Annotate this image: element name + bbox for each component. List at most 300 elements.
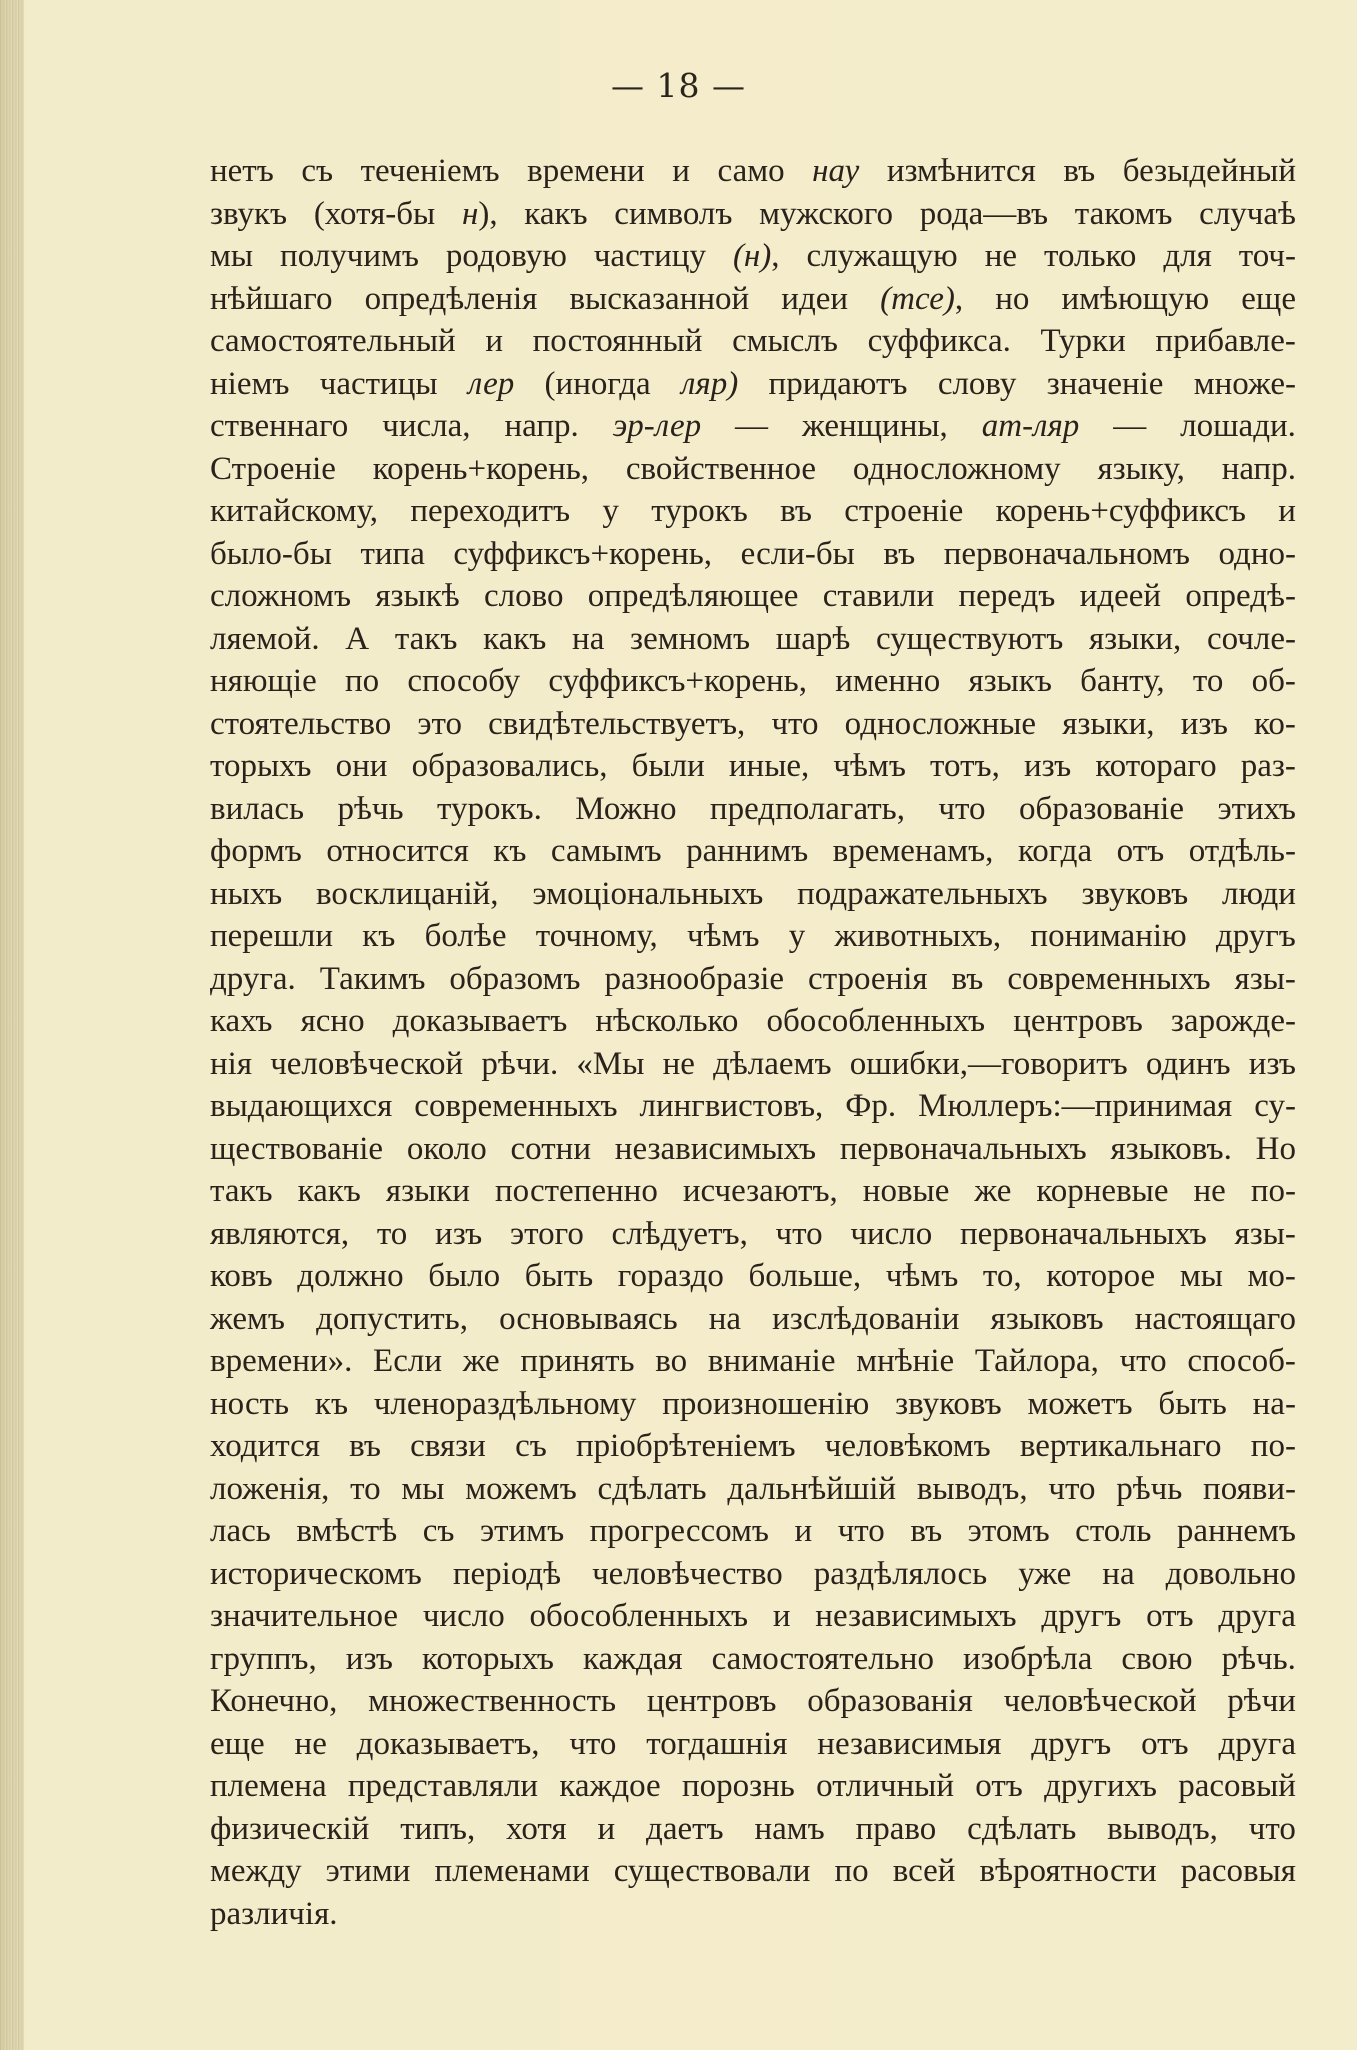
word: образовались, — [411, 748, 608, 784]
word: турокъ. — [437, 790, 542, 827]
word: вѣроятности — [979, 1853, 1157, 1889]
word: они — [335, 748, 388, 784]
word: столь — [1075, 1513, 1152, 1549]
word: независимыя — [817, 1725, 1002, 1762]
word: Строеніе — [210, 450, 336, 487]
word: звуковъ — [895, 1385, 1002, 1422]
word: центровъ — [646, 1683, 777, 1719]
word: множественность — [368, 1683, 617, 1719]
word: одинъ — [1145, 1045, 1231, 1082]
word: Такимъ — [319, 960, 426, 997]
word: безыдейный — [1122, 153, 1296, 189]
word: образованіе — [1018, 790, 1184, 827]
word: на — [572, 620, 605, 657]
word: быть — [524, 1258, 594, 1294]
word: болѣе — [424, 918, 507, 954]
word: что — [569, 1725, 617, 1762]
word: частицы — [319, 365, 438, 402]
word: сотни — [510, 1130, 591, 1167]
text-line — [210, 1765, 1296, 1808]
word: другъ — [1031, 1725, 1112, 1762]
word: какъ — [524, 195, 588, 232]
word: лер — [467, 365, 515, 402]
word: язы- — [1234, 960, 1296, 997]
word: суффиксъ+корень, — [453, 535, 713, 572]
word: и — [597, 1810, 616, 1847]
word: только — [1043, 238, 1137, 274]
word: рѣчи. — [481, 1045, 559, 1082]
word: нетъ — [210, 153, 274, 189]
word: друга. — [210, 960, 296, 997]
word: ко- — [1254, 705, 1296, 742]
text-line — [210, 363, 1296, 406]
word: можемъ — [465, 1470, 577, 1507]
word: отъ — [1141, 1725, 1189, 1762]
word: образомъ — [449, 960, 581, 997]
text-line — [210, 448, 1296, 491]
word: гораздо — [617, 1258, 724, 1294]
word: группъ, — [210, 1640, 317, 1677]
word: этимъ — [479, 1513, 565, 1549]
text-line — [210, 1000, 1296, 1043]
word: вниманіе — [707, 1343, 836, 1379]
word: строенія — [808, 960, 928, 997]
word: физическій — [210, 1810, 370, 1847]
word: отъ — [975, 1768, 1023, 1804]
text-line — [210, 958, 1296, 1001]
word: вертикальнаго — [1019, 1428, 1222, 1464]
word: по — [344, 663, 380, 699]
word: ошибки,—говоритъ — [849, 1045, 1128, 1082]
word: рода—въ — [919, 195, 1049, 232]
word: люди — [1222, 875, 1296, 912]
word: изъ — [1023, 748, 1072, 784]
word: которое — [1046, 1258, 1156, 1294]
text-line — [210, 703, 1296, 746]
word: существуютъ — [875, 620, 1064, 657]
word: не — [294, 1725, 327, 1762]
word: число — [422, 1598, 505, 1634]
word: перешли — [210, 918, 333, 954]
word: языку, — [1097, 450, 1185, 487]
word: въ — [349, 1428, 381, 1464]
word: на — [1102, 1555, 1135, 1592]
word: этого — [509, 1215, 584, 1252]
word: къ — [314, 1385, 349, 1422]
word: къ — [493, 833, 527, 869]
word: являются, — [210, 1215, 350, 1252]
word: котораго — [1095, 748, 1217, 784]
text-line — [210, 1043, 1296, 1086]
word: по- — [1250, 1428, 1296, 1464]
word: восклицаній, — [316, 875, 499, 912]
word: получимъ — [280, 238, 419, 274]
word: односложные — [844, 705, 1037, 742]
word: подражательныхъ — [797, 875, 1048, 912]
word: и — [672, 153, 690, 189]
word: основываясь — [499, 1300, 678, 1337]
text-line — [210, 618, 1296, 661]
word: каждое — [559, 1768, 661, 1804]
text-line — [210, 1723, 1296, 1766]
word: что — [1248, 1810, 1296, 1847]
text-line — [210, 1510, 1296, 1553]
word: мы — [1179, 1258, 1223, 1294]
word: друга — [1218, 1598, 1296, 1634]
word: племена — [210, 1768, 327, 1804]
word: въ — [910, 1513, 943, 1549]
word: высказанной — [569, 280, 750, 317]
word: языки, — [1088, 620, 1182, 657]
text-line — [210, 1340, 1296, 1383]
word: независимыхъ — [614, 1130, 817, 1167]
text-line — [210, 1468, 1296, 1511]
word: идеи — [781, 280, 849, 317]
word: настоящаго — [1134, 1300, 1296, 1337]
word: именно — [835, 663, 941, 699]
word: слову — [937, 365, 1017, 402]
word: ковъ — [210, 1258, 273, 1294]
text-line — [210, 1850, 1296, 1893]
word: н), — [461, 195, 498, 232]
word: допустить, — [316, 1300, 468, 1337]
word: мнѣніе — [856, 1343, 955, 1379]
word: прибавле- — [1155, 323, 1296, 359]
word: это — [417, 705, 462, 742]
word: земномъ — [630, 620, 751, 657]
word: чѣмъ — [833, 748, 906, 784]
word: символъ — [614, 195, 733, 232]
text-line — [210, 1425, 1296, 1468]
text-line — [210, 405, 1296, 448]
word: же — [462, 1343, 500, 1379]
word: что — [938, 790, 986, 827]
word: эмоціональныхъ — [532, 875, 764, 912]
page-number: — 18 — — [611, 66, 746, 105]
word: пріобрѣтеніемъ — [576, 1428, 796, 1464]
word: шарѣ — [775, 620, 851, 657]
word: самостоятельный — [210, 323, 456, 359]
word: отъ — [1146, 1598, 1194, 1634]
word: отдѣль- — [1188, 833, 1296, 869]
word: сдѣлать — [967, 1810, 1077, 1847]
word: доказываетъ — [392, 1003, 568, 1039]
word: иные, — [728, 748, 810, 784]
word: корень+корень, — [372, 450, 590, 487]
word: односложному — [852, 450, 1061, 487]
word: періодѣ — [452, 1555, 562, 1592]
word: отъ — [1116, 833, 1165, 869]
word: вилась — [210, 790, 305, 827]
word: порознь — [681, 1768, 795, 1804]
word: изъ — [435, 1215, 483, 1252]
word: что — [775, 1215, 823, 1252]
word: отличный — [816, 1768, 955, 1804]
word: смыслъ — [732, 323, 838, 359]
word: другъ — [1041, 1598, 1122, 1634]
word: числа, — [382, 408, 471, 444]
word: этими — [325, 1853, 411, 1889]
text-line — [210, 1808, 1296, 1851]
word: самымъ — [550, 833, 662, 869]
text-line — [210, 1085, 1296, 1128]
word: раннемъ — [1176, 1513, 1296, 1549]
word: типъ, — [400, 1810, 476, 1847]
word: торыхъ — [210, 748, 312, 784]
text-line — [210, 745, 1296, 788]
word: тотъ, — [930, 748, 1000, 784]
word: этомъ — [967, 1513, 1050, 1549]
word: слово — [484, 578, 564, 614]
word: которыхъ — [422, 1640, 554, 1677]
word: звуковъ — [1081, 875, 1189, 912]
word: изъ — [345, 1640, 393, 1677]
word: расовый — [1178, 1768, 1296, 1804]
word: — — [735, 408, 769, 444]
word: не — [662, 1045, 695, 1082]
word: право — [855, 1810, 937, 1847]
word: вмѣстѣ — [296, 1513, 398, 1549]
word: постоянный — [532, 323, 703, 359]
word: идеей — [1079, 578, 1162, 614]
word: такъ — [394, 620, 458, 657]
word: изслѣдованіи — [772, 1300, 960, 1337]
word: современныхъ — [1007, 960, 1211, 997]
word: кахъ — [210, 1003, 273, 1039]
text-line — [210, 915, 1296, 958]
word: принять — [520, 1343, 635, 1379]
word: мы — [401, 1470, 445, 1507]
text-line — [210, 193, 1296, 236]
word: племенами — [434, 1853, 590, 1889]
word: сдѣлать — [597, 1470, 707, 1507]
word: рѣчь. — [1221, 1640, 1296, 1677]
word: няющіе — [210, 663, 317, 699]
word: «Мы — [576, 1045, 645, 1082]
word: времени — [527, 153, 645, 189]
word: опредѣ- — [1185, 578, 1296, 614]
word: турокъ — [651, 493, 748, 529]
word: рѣчь — [1116, 1470, 1183, 1507]
word: человѣческой — [270, 1045, 464, 1082]
word: доказываетъ, — [356, 1725, 540, 1762]
word: переходитъ — [410, 493, 571, 529]
word: передъ — [958, 578, 1056, 614]
word: опредѣленія — [364, 280, 538, 317]
word: не — [1193, 1173, 1226, 1209]
word: дальнѣйшій — [727, 1470, 897, 1507]
word: множе- — [1193, 365, 1296, 402]
word: первоначальномъ — [943, 535, 1190, 572]
word: еще — [210, 1725, 265, 1762]
word: само — [717, 153, 785, 189]
word: стоятельство — [210, 705, 392, 742]
word: рѣчь — [337, 790, 404, 827]
word: об- — [1251, 663, 1296, 699]
word: что — [1048, 1470, 1096, 1507]
word: предполагать, — [709, 790, 905, 827]
word: хотя — [506, 1810, 567, 1847]
word: выдающихся — [210, 1088, 393, 1124]
text-line — [210, 1128, 1296, 1171]
word: (хотя-бы — [313, 195, 436, 232]
word: новые — [862, 1173, 950, 1209]
word: современныхъ — [414, 1088, 618, 1124]
word: суффиксъ+корень, — [548, 663, 807, 699]
word: Если — [373, 1343, 442, 1379]
word: и — [1278, 493, 1296, 529]
word: свидѣтельствуетъ, — [488, 705, 746, 742]
word: друга — [1218, 1725, 1296, 1762]
word: изъ — [1248, 1045, 1296, 1082]
text-line — [210, 788, 1296, 831]
word: способ- — [1187, 1343, 1296, 1379]
word: что — [1119, 1343, 1167, 1379]
word: что — [837, 1513, 885, 1549]
word: Турки — [1040, 323, 1126, 359]
word: ныхъ — [210, 875, 283, 912]
word: значеніе — [1046, 365, 1164, 402]
word: выводъ, — [916, 1470, 1028, 1507]
word: звукъ — [210, 195, 288, 232]
word: ясно — [300, 1003, 365, 1039]
word: по- — [1250, 1173, 1296, 1209]
word: между — [210, 1853, 302, 1889]
body-text — [210, 150, 1296, 1935]
word: этихъ — [1217, 790, 1296, 827]
word: различія. — [210, 1895, 338, 1932]
word: языкѣ — [375, 578, 460, 614]
word: то — [1192, 663, 1224, 699]
word: формъ — [210, 833, 302, 869]
word: историческомъ — [210, 1555, 422, 1592]
word: лась — [210, 1513, 271, 1549]
word: ходится — [210, 1428, 320, 1464]
word: у — [788, 918, 806, 954]
word: человѣчество — [592, 1555, 783, 1592]
text-line — [210, 490, 1296, 533]
word: изобрѣла — [963, 1640, 1093, 1677]
word: и — [794, 1513, 813, 1549]
word: частицу — [593, 238, 706, 274]
word: какъ — [297, 1173, 361, 1209]
word: самостоятельно — [711, 1640, 934, 1677]
word: ложенія, — [210, 1470, 330, 1507]
word: нія — [210, 1045, 253, 1082]
word: суффикса. — [867, 323, 1011, 359]
word: независимыхъ — [815, 1598, 1017, 1634]
text-line — [210, 320, 1296, 363]
word: способу — [407, 663, 521, 699]
word: женщины, — [801, 408, 948, 444]
word: раннимъ — [686, 833, 809, 869]
word: каждая — [582, 1640, 683, 1677]
text-line — [210, 830, 1296, 873]
word: ляр) — [681, 365, 739, 402]
word: намъ — [754, 1810, 825, 1847]
text-line — [210, 1638, 1296, 1681]
word: другихъ — [1044, 1768, 1157, 1804]
text-line — [210, 235, 1296, 278]
word: (иногда — [544, 365, 651, 402]
word: Тайлора, — [974, 1343, 1099, 1379]
word: больше, — [748, 1258, 862, 1294]
word: быть — [1158, 1385, 1227, 1422]
word: но — [995, 280, 1030, 317]
word: обособленныхъ — [529, 1598, 749, 1634]
word: (н), — [732, 238, 780, 274]
word: когда — [1017, 833, 1093, 869]
word: было — [428, 1258, 501, 1294]
word: — — [1113, 408, 1147, 444]
word: теченіемъ — [360, 153, 500, 189]
word: по — [834, 1853, 869, 1889]
text-line — [210, 1680, 1296, 1723]
word: въ — [951, 960, 984, 997]
word: человѣческой — [1003, 1683, 1197, 1719]
word: къ — [362, 918, 396, 954]
word: въ — [780, 493, 812, 529]
word: типа — [360, 535, 425, 572]
word: су- — [1254, 1088, 1296, 1124]
word: еще — [1241, 280, 1296, 317]
word: то, — [982, 1258, 1022, 1294]
word: первоначальныхъ — [959, 1215, 1207, 1252]
word: придаютъ — [768, 365, 908, 402]
word: для — [1163, 238, 1212, 274]
word: измѣнится — [886, 153, 1036, 189]
text-line — [210, 1255, 1296, 1298]
word: то — [376, 1215, 408, 1252]
word: выводъ, — [1107, 1810, 1218, 1847]
word: китайскому, — [210, 493, 379, 529]
word: лингвистовъ, — [639, 1088, 824, 1124]
word: постепенно — [495, 1173, 658, 1209]
word: центровъ — [1013, 1003, 1143, 1039]
word: обособленныхъ — [766, 1003, 986, 1039]
word: даетъ — [646, 1810, 724, 1847]
word: раздѣлялось — [813, 1555, 988, 1592]
word: ат-ляр — [981, 408, 1080, 444]
word: опредѣляющее — [587, 578, 799, 614]
text-line — [210, 575, 1296, 618]
word: образованія — [807, 1683, 973, 1719]
word: сложномъ — [210, 578, 352, 614]
word: чѣмъ — [687, 918, 760, 954]
word: языки — [385, 1173, 470, 1209]
word: всей — [892, 1853, 956, 1889]
word: что — [771, 705, 819, 742]
word: такъ — [210, 1173, 273, 1209]
text-line — [210, 873, 1296, 916]
word: число — [850, 1215, 933, 1252]
word: существовали — [613, 1853, 811, 1889]
word: можетъ — [1027, 1385, 1133, 1422]
word: относится — [326, 833, 469, 869]
word: чѣмъ — [885, 1258, 959, 1294]
word: животныхъ, — [834, 918, 1002, 954]
word: должно — [297, 1258, 404, 1294]
word: расовыя — [1180, 1853, 1296, 1889]
word: пониманію — [1030, 918, 1187, 954]
word: ставили — [822, 578, 935, 614]
word: произношенію — [662, 1385, 870, 1422]
word: разнообразіе — [604, 960, 785, 997]
word: прогрессомъ — [589, 1513, 769, 1549]
text-line — [210, 533, 1296, 576]
word: слѣдуетъ, — [611, 1215, 748, 1252]
word: ственнаго — [210, 408, 349, 444]
